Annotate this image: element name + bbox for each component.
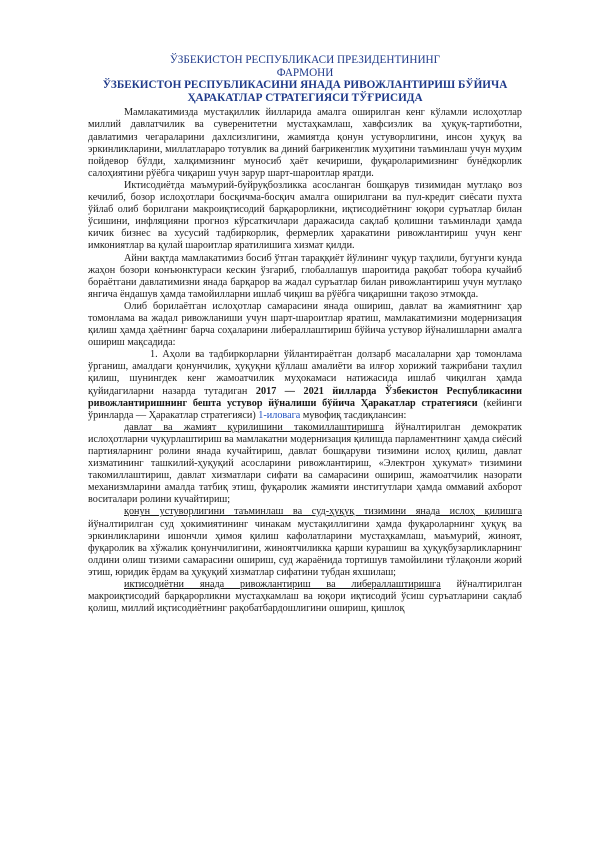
- direction-3-text: йўналтирилган макроиқтисодий барқарорликни мустаҳкамлаш ва юқори иқтисодий ўсиш суръатларини сақлаб қолиш, миллий иқтисодиётнинг рақобатбардошлигини ошириш, қишлоқ: [88, 579, 522, 615]
- direction-3-title: иктисодиётни янада ривожлантириш ва либераллаштиришга: [124, 579, 441, 591]
- paragraph-direction-3: [88, 579, 522, 615]
- annex-link[interactable]: 1-иловага: [258, 409, 301, 421]
- issuer-line: ЎЗБЕКИСТОН РЕСПУБЛИКАСИ ПРЕЗИДЕНТИНИНГ: [169, 54, 441, 66]
- direction-2-title: қонун устуворлигини таъминлаш ва суд-ҳуқуқ тизимини янада ислоҳ қилишга: [124, 506, 522, 518]
- item-1-end: мувофиқ тасдиқлансин:: [302, 409, 407, 421]
- strategy-title: 2017 — 2021 йилларда Ўзбекистон Республикасини ривожлантиришнинг бешта устувор йўналиши бўйича Ҳаракатлар стратегияси: [88, 385, 523, 409]
- paragraph-direction-2: [88, 506, 522, 579]
- document-type: ФАРМОНИ: [276, 66, 334, 79]
- document-header: [88, 54, 522, 104]
- direction-1-title: давлат ва жамият қурилишини такомиллаштиришга: [124, 421, 384, 433]
- paragraph-2: Иктисодиётда маъмурий-буйруқбозликка асосланган бошқарув тизимидан мутлақо воз кечилиб, бозор ислоҳотлари босқичма-босқич амалга оширилгани ва пул-кредит сиёсати пухта ўйлаб олиб борилгани макроиқтисодий барқарорликни, иқтисодиётнинг юқори суръатлар билан ўсишини, инфляцияни прогноз кўрсаткичлари даражасида сақлаб қолишни таъминлади ҳамда кичик бизнес ва хусусий тадбиркорлик, фермерлик ҳаракатини ривожлантириш учун кенг имкониятлар ва қулай шароитлар яратилишига хизмат қилди.: [88, 179, 522, 252]
- document-title-line-2: ҲАРАКАТЛАР СТРАТЕГИЯСИ ТЎҒРИСИДА: [187, 91, 423, 104]
- direction-1-text: йўналтирилган демократик ислоҳотларни чуқурлаштириш ва мамлакатни модернизация қилишда парламентнинг ҳамда сиёсий партияларнинг ролини янада кучайтириш, давлат бошқаруви тизимини ислоҳ қилиш, давлат хизматининг ташкилий-ҳуқуқий асосларини ривожлантириш, «Электрон ҳукумат» тизимини такомиллаштириш, давлат хизматлари сифати ва самарасини ошириш, жамоатчилик назорати механизмларини амалда татбиқ этиш, фуқаролик жамияти институтлари ҳамда оммавий ахборот воситалари ролини кучайтириш;: [88, 421, 523, 506]
- paragraph-item-1: [88, 349, 522, 422]
- paragraph-direction-1: [88, 422, 522, 507]
- document-body: [88, 107, 522, 615]
- paragraph-1: Мамлакатимизда мустақиллик йилларида амалга оширилган кенг кўламли ислоҳотлар миллий давлатчилик ва суверенитетни мустаҳкамлаш, хавфсизлик ва ҳуқуқ-тартиботни, давлатимиз чегараларини дахлсизлигини, жамиятда қонун устуворлигини, инсон ҳуқуқ ва эркинликларини, миллатлараро тотувлик ва диний бағрикенглик муҳитини таъминлаш учун муҳим пойдевор бўлди, халқимизнинг муносиб ҳаёт кечириши, фуқароларимизнинг бунёдкорлик салоҳиятини рўёбга чиқариш учун зарур шарт-шароитлар яратди.: [88, 107, 522, 179]
- paragraph-4: Олиб борилаётган ислоҳотлар самарасини янада ошириш, давлат ва жамиятнинг ҳар томонлама ва жадал ривожланиши учун шарт-шароитлар яратиш, мамлакатимизни модернизация қилиш ҳамда ҳаётнинг барча соҳаларини либераллаштириш бўйича устувор йўналишларни амалга ошириш мақсадида:: [88, 300, 522, 349]
- direction-2-text: йўналтирилган суд ҳокимиятининг чинакам мустақиллигини ҳамда фуқароларнинг ҳуқуқ ва эркинликларини ишончли ҳимоя қилиш кафолатларини мустаҳкамлаш, маъмурий, жиноят, фуқаролик ва хўжалик қонунчилигини, жиноятчиликка қарши курашиш ва ҳуқуқбузарликларнинг олдини олиш тизими самарасини ошириш, суд жараёнида тортишув тамойилини тўлақонли жорий этиш, юридик ёрдам ва ҳуқуқий хизматлар сифатини тубдан яхшилаш;: [88, 518, 522, 578]
- item-1-note: (кейинги ўринларда — Ҳаракатлар стратегияси): [88, 397, 522, 421]
- paragraph-3: Айни вақтда мамлакатимиз босиб ўтган тараққиёт йўлининг чуқур таҳлили, бугунги кунда жаҳон бозори конъюнктураси кескин ўзгариб, глобаллашув шароитида рақобат тобора кучайиб бораётгани давлатимизни янада барқарор ва жадал суръатлар билан ривожлантириш учун мутлақо янгича ёндашув ҳамда тамойилларни ишлаб чиқиш ва рўёбга чиқаришни тақозо этмоқда.: [88, 252, 522, 300]
- item-1-text: 1. Аҳоли ва тадбиркорларни ўйлантираётган долзарб масалаларни ҳар томонлама ўрганиш, амалдаги қонунчилик, ҳуқуқни қўллаш амалиёти ва илғор хорижий тажрибани таҳлил қилиш, шунингдек кенг жамоатчилик муҳокамаси натижасида ишлаб чиқилган ҳамда қуйидагиларни назарда тутадиган: [88, 349, 522, 397]
- document-title-line-1: ЎЗБЕКИСТОН РЕСПУБЛИКАСИНИ ЯНАДА РИВОЖЛАНТИРИШ БЎЙИЧА: [102, 79, 508, 92]
